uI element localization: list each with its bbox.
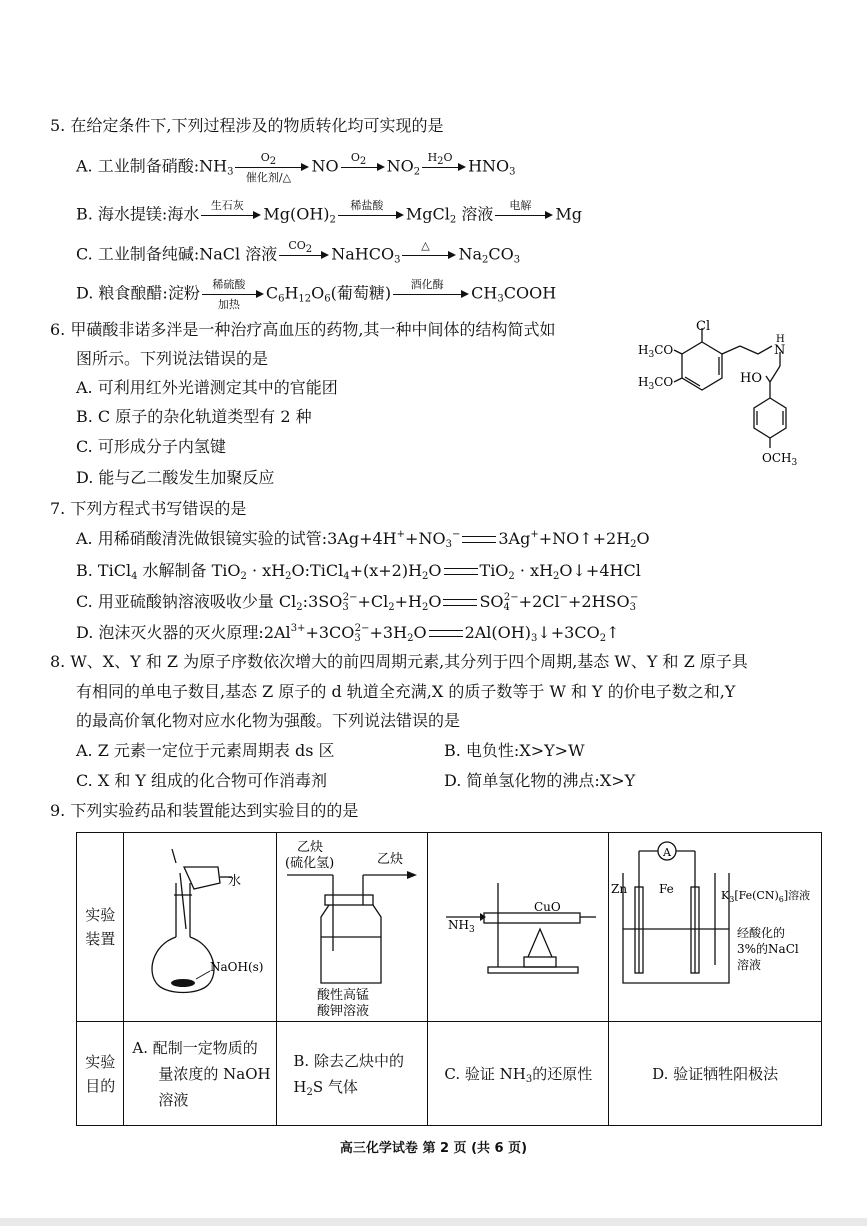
svg-text:Cl: Cl xyxy=(696,319,711,334)
reaction-arrow-icon: 生石灰 xyxy=(201,202,261,228)
q8-option-a[interactable]: A. Z 元素一定位于元素周期表 ds 区 xyxy=(76,741,335,760)
reaction-arrow-icon: $CO_2$ xyxy=(279,242,329,268)
q6-option-b[interactable]: B. C 原子的杂化轨道类型有 2 种 xyxy=(76,407,312,426)
svg-text:3%的NaCl: 3%的NaCl xyxy=(737,942,799,956)
page-footer: 高三化学试卷 第 2 页 (共 6 页) xyxy=(339,1141,528,1156)
q8-option-b[interactable]: B. 电负性:X>Y>W xyxy=(444,741,585,760)
reaction-arrow-icon: △ xyxy=(402,242,456,268)
svg-text:N: N xyxy=(774,343,786,358)
q7-option-b[interactable]: B. TiCl$_4$ 水解制备 $TiO_2 \cdot xH_2O:TiCl_4+(x+2)H_2O$ $TiO_2 \cdot xH_2O↓+4HCl$ xyxy=(76,561,641,582)
q7-option-a[interactable]: A. 用稀硝酸清洗做银镜实验的试管$:3Ag+4H^++NO_3^-$ $3Ag^++NO↑+2H_2O$ xyxy=(76,529,650,550)
q8-stem-line3: 的最高价氧化物对应水化物为强酸。下列说法错误的是 xyxy=(76,711,461,730)
volumetric-flask-diagram xyxy=(124,833,276,1017)
reaction-arrow-icon: 酒化酶 xyxy=(393,281,469,307)
apparatus-d[interactable] xyxy=(609,833,822,1022)
purpose-c[interactable]: C. 验证 $NH_3$的还原性 xyxy=(428,1022,609,1126)
row-header-apparatus: 实验 装置 xyxy=(77,833,124,1022)
q8-option-c[interactable]: C. X 和 Y 组成的化合物可作消毒剂 xyxy=(76,771,328,790)
equal-sign-icon xyxy=(444,568,478,575)
apparatus-a[interactable] xyxy=(124,833,277,1022)
svg-text:Zn: Zn xyxy=(611,882,628,896)
svg-text:酸钾溶液: 酸钾溶液 xyxy=(317,1004,370,1017)
q5-option-d[interactable]: D. 粮食酿醋:淀粉 稀硫酸 加热 $C_6H_{12}O_6$(葡萄糖) 酒化酶 $CH_3COOH$ xyxy=(76,278,557,311)
svg-text:酸性高锰: 酸性高锰 xyxy=(317,988,370,1003)
svg-text:乙炔: 乙炔 xyxy=(377,852,404,867)
purpose-d[interactable]: D. 验证牺牲阳极法 xyxy=(609,1022,822,1126)
q6-stem-line2: 图所示。下列说法错误的是 xyxy=(76,349,269,368)
apparatus-c[interactable] xyxy=(428,833,609,1022)
svg-text:NaOH(s): NaOH(s) xyxy=(210,960,264,974)
reaction-arrow-icon: 电解 xyxy=(495,202,553,228)
svg-text:H: H xyxy=(776,334,785,345)
q5-stem: 5. 在给定条件下,下列过程涉及的物质转化均可实现的是 xyxy=(50,116,444,135)
tube-furnace-diagram xyxy=(428,833,606,1017)
apparatus-b[interactable] xyxy=(277,833,428,1022)
q6-option-d[interactable]: D. 能与乙二酸发生加聚反应 xyxy=(76,468,275,487)
q6-stem-line1: 6. 甲磺酸非诺多泮是一种治疗高血压的药物,其一种中间体的结构简式如 xyxy=(50,320,556,339)
q8-stem-line1: 8. W、X、Y 和 Z 为原子序数依次增大的前四周期元素,其分列于四个周期,基态 W、Y 和 Z 原子具 xyxy=(50,652,748,671)
reaction-arrow-icon: $H_2O$ xyxy=(422,154,466,180)
equal-sign-icon xyxy=(429,630,463,637)
q8-option-d[interactable]: D. 简单氢化物的沸点:X>Y xyxy=(444,771,636,790)
q5-option-c[interactable]: C. 工业制备纯碱:NaCl 溶液 $CO_2$ NaHCO$_3$ △ $Na_2CO_3$ xyxy=(76,242,520,268)
svg-text:NH3: $NH_3$ xyxy=(448,918,476,935)
svg-text:乙炔: 乙炔 xyxy=(297,840,324,855)
svg-text:溶液: 溶液 xyxy=(737,958,762,972)
purpose-b[interactable]: B. 除去乙炔中的 $H_2S$ 气体 xyxy=(277,1022,428,1126)
svg-text:经酸化的: 经酸化的 xyxy=(737,926,786,940)
svg-text:H3CO: $H_3CO$ xyxy=(638,375,674,392)
q9-stem: 9. 下列实验药品和装置能达到实验目的的是 xyxy=(50,801,359,820)
reaction-arrow-icon: $O_2$ xyxy=(341,154,385,180)
q6-structure-diagram xyxy=(630,318,830,470)
svg-text:水: 水 xyxy=(228,874,242,889)
q7-option-d[interactable]: D. 泡沫灭火器的灭火原理$:2Al^{3+}+3CO_3^{2-}+3H_2O$ $2Al(OH)_3↓+3CO_2↑$ xyxy=(76,623,620,644)
galvanic-cell-diagram xyxy=(609,833,819,1017)
svg-text:OCH3: $OCH_3$ xyxy=(762,451,798,468)
gas-washing-bottle-diagram xyxy=(277,833,427,1017)
svg-text:(硫化氢): (硫化氢) xyxy=(285,856,335,871)
q5-a-label: A. 工业制备硝酸:NH xyxy=(76,156,228,176)
q7-stem: 7. 下列方程式书写错误的是 xyxy=(50,499,247,518)
purpose-a[interactable]: A. 配制一定物质的 量浓度的 NaOH 溶液 xyxy=(124,1022,277,1126)
svg-text:HO: HO xyxy=(740,371,762,386)
svg-text:H3CO: $H_3CO$ xyxy=(638,343,674,360)
q5-option-b[interactable]: B. 海水提镁:海水 生石灰 $Mg(OH)_2$ 稀盐酸 MgCl$_2$ 溶液 电解 Mg xyxy=(76,202,582,228)
q5-option-a[interactable]: A. 工业制备硝酸$:NH_3$ $O_2$ 催化剂/△ NO $O_2$ $NO_2$ $H_2O$ $HNO_3$ xyxy=(76,151,516,184)
svg-text:A: A xyxy=(663,846,672,859)
q6-option-a[interactable]: A. 可利用红外光谱测定其中的官能团 xyxy=(76,378,338,397)
equal-sign-icon xyxy=(462,536,496,543)
equal-sign-icon xyxy=(443,599,477,606)
q9-experiment-table xyxy=(76,832,822,1126)
reaction-arrow-icon: $O_2$ 催化剂/△ xyxy=(235,154,309,180)
reaction-arrow-icon: 稀盐酸 xyxy=(338,202,404,228)
row-header-purpose: 实验 目的 xyxy=(77,1022,124,1126)
bottom-edge xyxy=(0,1218,867,1226)
svg-text:K3[Fe(CN)6]溶液: $K_3[Fe(CN)_6]$溶液 xyxy=(721,889,811,904)
reaction-arrow-icon: 稀硫酸 加热 xyxy=(202,281,264,307)
q7-option-c[interactable]: C. 用亚硫酸钠溶液吸收少量 $Cl_2:3SO_3^{2-}+Cl_2+H_2O$ $SO_4^{2-}+2Cl^-+2HSO_3^-$ xyxy=(76,592,639,613)
svg-text:CuO: CuO xyxy=(534,900,562,914)
svg-text:Fe: Fe xyxy=(659,882,674,896)
q6-option-c[interactable]: C. 可形成分子内氢键 xyxy=(76,437,226,456)
q8-stem-line2: 有相同的单电子数目,基态 Z 原子的 d 轨道全充满,X 的质子数等于 W 和 Y 的价电子数之和,Y xyxy=(76,682,736,701)
